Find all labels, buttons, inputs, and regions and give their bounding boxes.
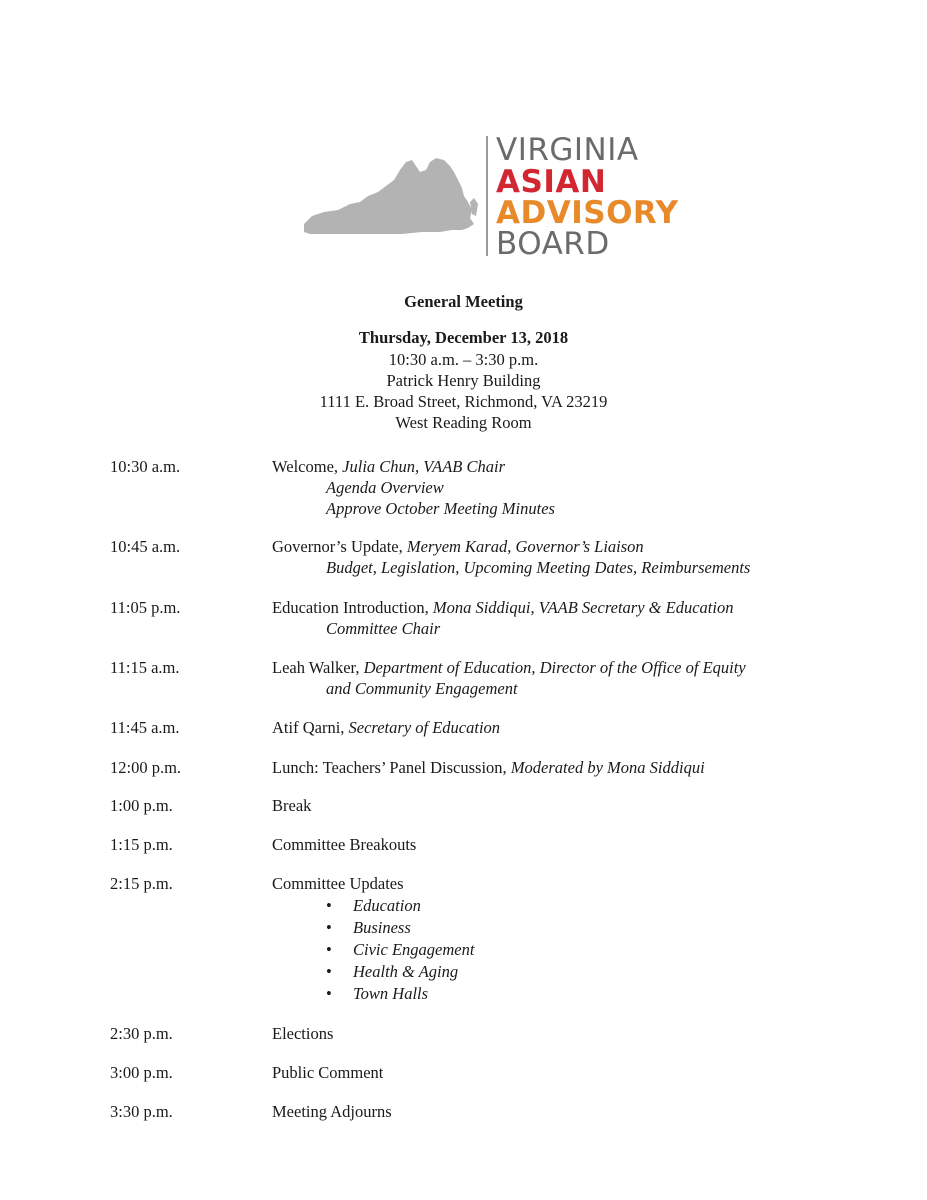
agenda-subitem: Agenda Overview [326, 478, 444, 497]
logo-divider [486, 136, 488, 256]
bullet-icon: • [326, 962, 332, 981]
agenda-desc: Education Introduction, Mona Siddiqui, VAAB Secretary & Education [272, 598, 734, 617]
agenda-desc: Committee Updates [272, 874, 404, 893]
agenda-bullet-item: Health & Aging [353, 962, 459, 981]
logo-word-advisory: ADVISORY [496, 195, 679, 231]
agenda-time: 11:45 a.m. [110, 718, 180, 737]
virginia-map-icon [302, 146, 482, 246]
agenda-time: 12:00 p.m. [110, 758, 182, 777]
agenda-desc: Public Comment [272, 1063, 384, 1082]
agenda-desc: Leah Walker, Department of Education, Director of the Office of Equity [272, 658, 746, 677]
agenda-desc: Lunch: Teachers’ Panel Discussion, Moderated by Mona Siddiqui [272, 758, 705, 777]
agenda-time: 1:15 p.m. [110, 835, 173, 854]
bullet-icon: • [326, 940, 332, 959]
logo-word-board: BOARD [496, 226, 610, 262]
page-title: General Meeting [404, 292, 523, 311]
meeting-date: Thursday, December 13, 2018 [358, 328, 569, 347]
agenda-bullet-item: Business [353, 918, 411, 937]
agenda-desc: Break [272, 796, 312, 815]
agenda-desc: Governor’s Update, Meryem Karad, Governor’s Liaison [272, 537, 644, 556]
logo-word-virginia: VIRGINIA [496, 132, 639, 168]
agenda-time: 3:00 p.m. [110, 1063, 173, 1082]
agenda-desc: Atif Qarni, Secretary of Education [272, 718, 501, 737]
agenda-desc: Welcome, Julia Chun, VAAB Chair [272, 457, 506, 476]
logo-word-asian: ASIAN [496, 164, 607, 200]
meeting-time: 10:30 a.m. – 3:30 p.m. [388, 350, 539, 369]
agenda-time: 3:30 p.m. [110, 1102, 173, 1121]
bullet-icon: • [326, 984, 332, 1003]
vaab-logo [300, 132, 680, 260]
agenda-bullet-item: Education [353, 896, 421, 915]
agenda-time: 2:30 p.m. [110, 1024, 173, 1043]
agenda-subitem: Approve October Meeting Minutes [326, 499, 555, 518]
agenda-bullet-item: Town Halls [353, 984, 429, 1003]
agenda-time: 2:15 p.m. [110, 874, 173, 893]
agenda-subitem: Budget, Legislation, Upcoming Meeting Dates, Reimbursements [326, 558, 751, 577]
agenda-time: 11:15 a.m. [110, 658, 180, 677]
agenda-time: 10:30 a.m. [110, 457, 181, 476]
agenda-desc: Committee Breakouts [272, 835, 417, 854]
agenda-time: 10:45 a.m. [110, 537, 181, 556]
meeting-room: West Reading Room [395, 413, 532, 432]
bullet-icon: • [326, 896, 332, 915]
agenda-desc: Elections [272, 1024, 334, 1043]
agenda-desc: Meeting Adjourns [272, 1102, 392, 1121]
agenda-time: 1:00 p.m. [110, 796, 173, 815]
meeting-building: Patrick Henry Building [386, 371, 541, 390]
meeting-address: 1111 E. Broad Street, Richmond, VA 23219 [319, 392, 608, 411]
bullet-icon: • [326, 918, 332, 937]
agenda-subitem: and Community Engagement [326, 679, 518, 698]
agenda-bullet-item: Civic Engagement [353, 940, 475, 959]
agenda-subitem: Committee Chair [326, 619, 441, 638]
agenda-time: 11:05 p.m. [110, 598, 181, 617]
